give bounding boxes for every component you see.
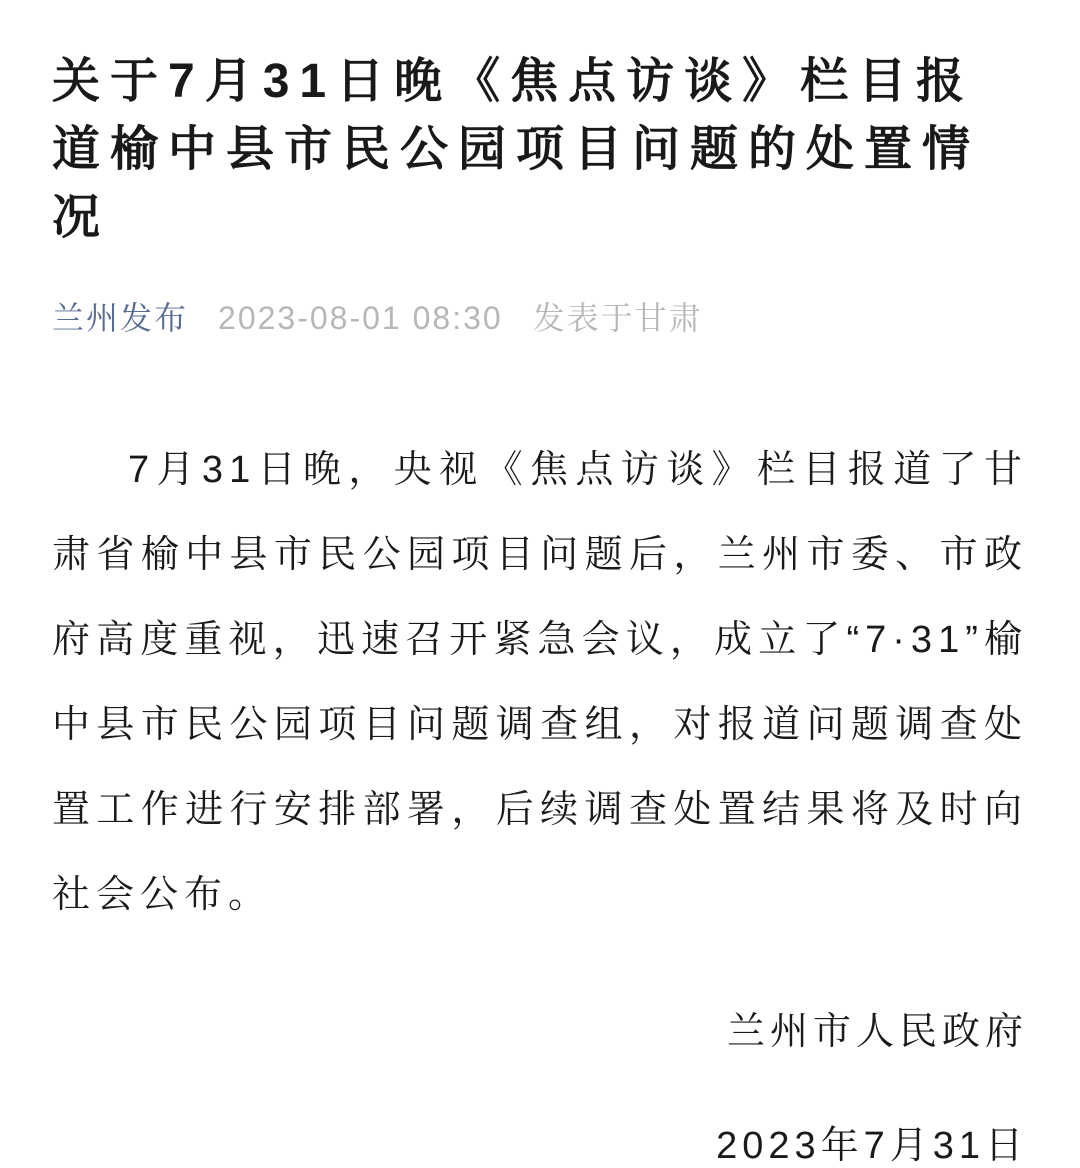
article-title: 关于7月31日晚《焦点访谈》栏目报道榆中县市民公园项目问题的处置情况 xyxy=(52,55,981,244)
signature-date: 2023年7月31日 xyxy=(716,1125,1028,1167)
account-name-link[interactable]: 兰州发布 xyxy=(52,300,189,336)
publish-time: 2023-08-01 08:30 xyxy=(218,300,503,336)
article-meta xyxy=(52,298,1028,338)
publish-location: 发表于甘肃 xyxy=(532,300,703,336)
article-paragraph: 7月31日晚，央视《焦点访谈》栏目报道了甘肃省榆中县市民公园项目问题后，兰州市委、市政府高度重视，迅速召开紧急会议，成立了“7·31”榆中县市民公园项目问题调查组，对报道问题调查处置工作进行安排部署，后续调查处置结果将及时向社会公布。 xyxy=(52,449,1028,916)
signature-author: 兰州市人民政府 xyxy=(726,1011,1028,1053)
